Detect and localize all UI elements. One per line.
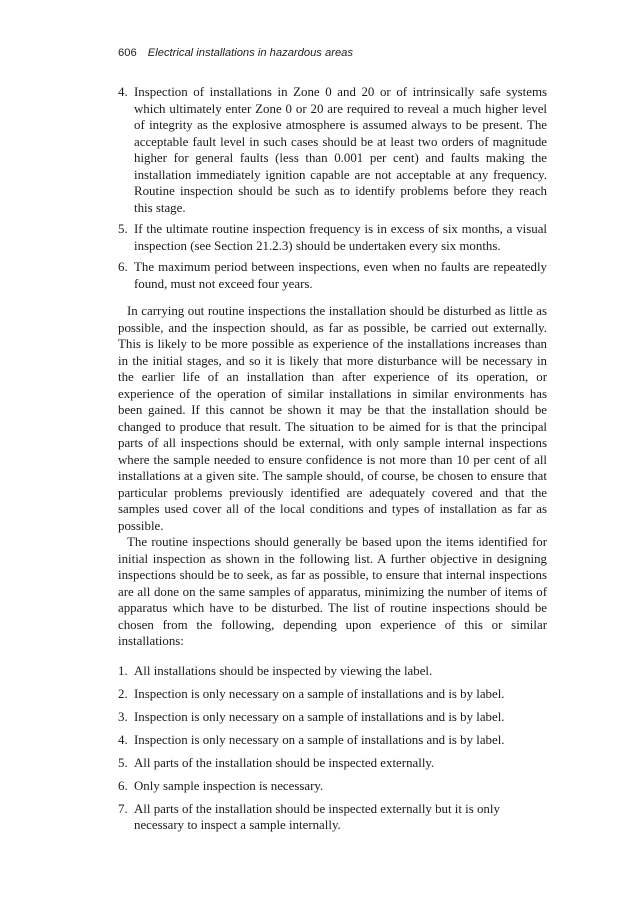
list-item	[118, 778, 547, 795]
list-item-number: 3.	[118, 709, 128, 724]
list-item-number: 7.	[118, 801, 128, 816]
running-title: Electrical installations in hazardous areas	[147, 47, 353, 59]
list-item	[118, 709, 547, 726]
list-item-text: If the ultimate routine inspection frequency is in excess of six months, a visual inspection (see Section 21.2.3) should be undertaken every six months.	[134, 222, 547, 253]
list-item-text: All parts of the installation should be inspected externally but it is only necessary to inspect a sample internally.	[134, 801, 500, 832]
list-item-number: 4.	[118, 732, 128, 747]
list-item-text: Inspection is only necessary on a sample of installations and is by label.	[134, 686, 505, 701]
list-item	[118, 221, 547, 254]
list-item-number: 4.	[118, 85, 128, 99]
page-number: 606	[118, 47, 137, 59]
list-item-text: All installations should be inspected by viewing the label.	[134, 663, 433, 678]
list-item-text: Inspection of installations in Zone 0 and 20 or of intrinsically safe systems which ultimately enter Zone 0 or 20 are required to reveal a much higher level of integrity as the explosive atmosphere is assumed always to be present. The acceptable fault level in such cases should be at least two orders of magnitude higher for general faults (less than 0.001 per cent) and faults making the installation immediately ignition capable are not acceptable at any frequency. Routine inspection should be such as to identify problems before they reach this stage.	[134, 85, 547, 215]
body-paragraph: The routine inspections should generally be based upon the items identified for initial inspection as shown in the following list. A further objective in designing inspections should be to seek, as far as possible, to ensure that internal inspections are all done on the same samples of apparatus, minimizing the number of items of apparatus which have to be disturbed. The list of routine inspections should be chosen from the following, depending upon experience of this or similar installations:	[118, 535, 547, 648]
list-item-text: All parts of the installation should be inspected externally.	[134, 755, 435, 770]
list-item-number: 5.	[118, 755, 128, 770]
list-item	[118, 686, 547, 703]
list-item-text: Inspection is only necessary on a sample of installations and is by label.	[134, 709, 505, 724]
list-item	[118, 801, 547, 834]
list-item-number: 5.	[118, 222, 128, 236]
running-header	[118, 47, 353, 59]
list-item-text: Inspection is only necessary on a sample of installations and is by label.	[134, 732, 505, 747]
list-item	[118, 663, 547, 680]
list-item-text: The maximum period between inspections, even when no faults are repeatedly found, must not exceed four years.	[134, 260, 547, 291]
list-item	[118, 755, 547, 772]
list-item-number: 6.	[118, 778, 128, 793]
list-item-number: 2.	[118, 686, 128, 701]
list-item-text: Only sample inspection is necessary.	[134, 778, 324, 793]
list-item-number: 1.	[118, 663, 128, 678]
body-paragraph: In carrying out routine inspections the installation should be disturbed as little as possible, and the inspection should, as far as possible, be carried out externally. This is likely to be more possible as experience of the installations increases than in the initial stages, and so it is likely that more disturbance will be necessary in the earlier life of an installation than after experience of its operation, or experience of the operation of similar installations in similar environments has been gained. If this cannot be shown it may be that the installation should be changed to produce that result. The situation to be aimed for is that the principal parts of all inspections should be external, with only sample internal inspections where the sample needed to ensure confidence is not more than 10 per cent of all installations at a given site. The sample should, of course, be chosen to ensure that particular problems previously identified are adequately covered and that the samples used cover all of the local conditions and types of installation as far as possible.	[118, 304, 547, 533]
routine-inspection-list	[118, 663, 547, 834]
list-item	[118, 732, 547, 749]
inspection-rules-list	[118, 84, 547, 292]
list-item-number: 6.	[118, 260, 128, 274]
page-body	[118, 84, 547, 840]
list-item	[118, 84, 547, 216]
list-item	[118, 259, 547, 292]
